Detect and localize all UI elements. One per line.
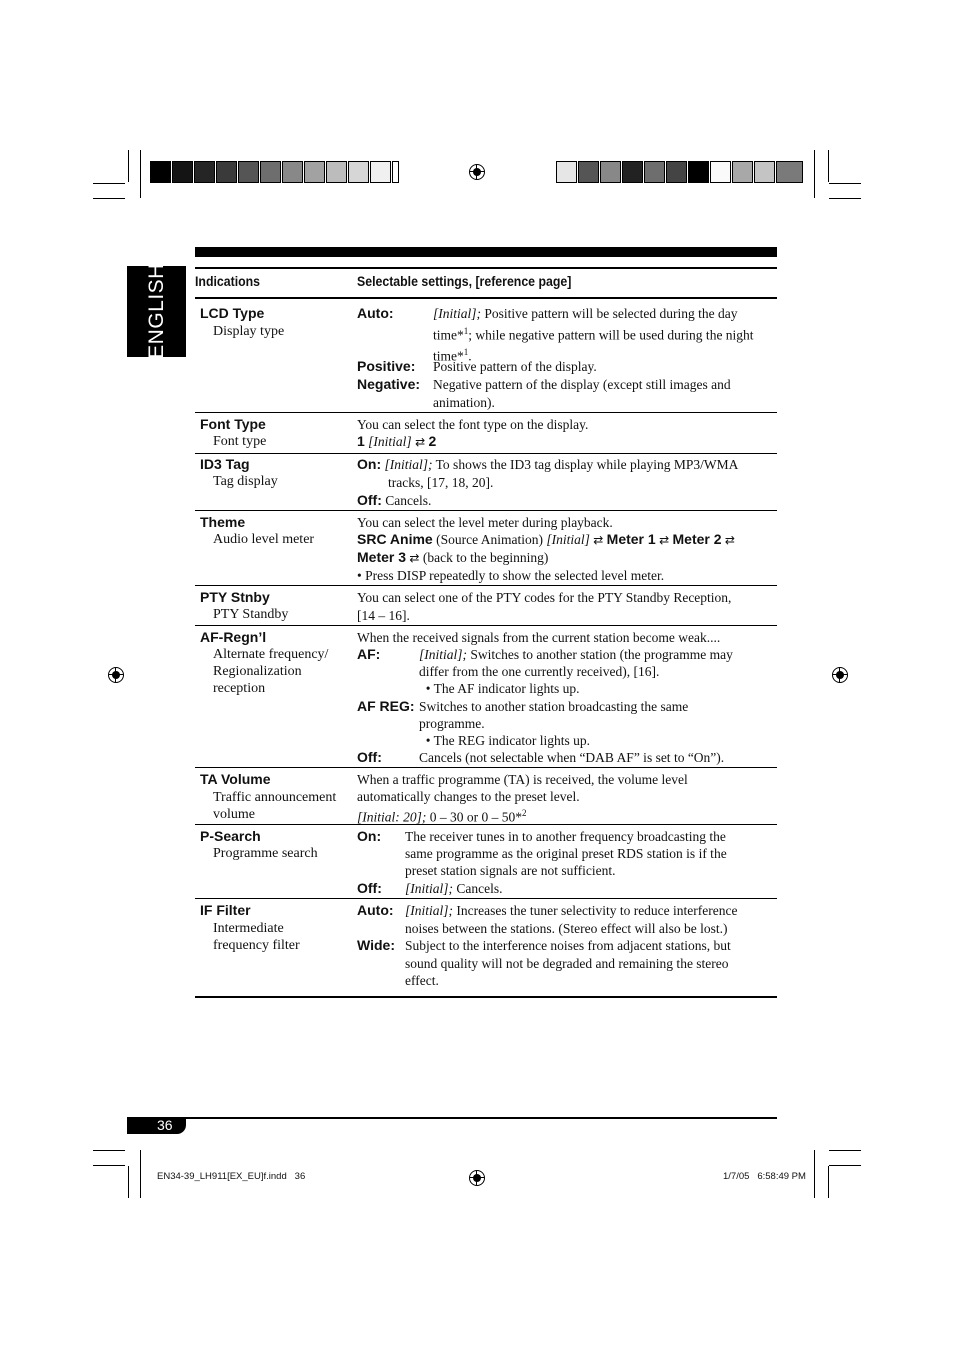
indication-desc: PTY Standby — [213, 607, 289, 622]
option-label: Negative: — [357, 376, 421, 392]
option-text: On: [Initial]; To shows the ID3 tag display while playing MP3/WMA — [357, 456, 739, 472]
option-label: AF REG: — [357, 698, 415, 714]
option-text: Off: Cancels. — [357, 492, 432, 508]
header-indications: Indications — [195, 273, 261, 289]
option-sequence: Meter 3 ⇄ (back to the beginning) — [357, 549, 549, 565]
language-tab-label: ENGLISH — [145, 263, 168, 359]
note-bullet: • Press DISP repeatedly to show the selected level meter. — [357, 568, 665, 583]
indication-desc: Display type — [213, 324, 285, 339]
row-divider — [195, 767, 777, 768]
option-text: tracks, [17, 18, 20]. — [388, 475, 494, 490]
table-header-top-rule — [195, 267, 777, 269]
indication-desc: Tag display — [213, 474, 278, 489]
language-tab — [127, 263, 186, 359]
toggle-arrows-icon: ⇄ — [724, 533, 735, 547]
option-text: When the received signals from the current station become weak.... — [357, 630, 721, 645]
option-text: You can select the font type on the display. — [357, 417, 589, 432]
indication-desc: Traffic announcement volume — [213, 790, 337, 822]
indication-desc: Programme search — [213, 846, 318, 861]
indication-name: TA Volume — [200, 771, 271, 787]
toggle-arrows-icon: ⇄ — [415, 435, 426, 449]
table-header-bottom-rule — [195, 297, 777, 299]
option-label: AF: — [357, 646, 381, 662]
indication-name: P-Search — [200, 828, 261, 844]
indication-name: PTY Stnby — [200, 589, 270, 605]
registration-mark-icon — [469, 1170, 485, 1186]
option-sequence: 1 [Initial] ⇄ 2 — [357, 433, 437, 449]
option-text: Positive pattern of the display. — [433, 359, 597, 374]
option-text: Cancels (not selectable when “DAB AF” is set to “On”). — [419, 750, 725, 765]
option-sequence: SRC Anime (Source Animation) [Initial] ⇄ Meter 1 ⇄ Meter 2 ⇄ — [357, 531, 735, 547]
indication-desc: Intermediate frequency filter — [213, 921, 300, 953]
option-text: [Initial]; Increases the tuner selectivity to reduce interference noises between the stations. (Stereo effect will also be lost.) — [405, 903, 738, 936]
footer-rule — [127, 1117, 777, 1119]
registration-mark-icon — [832, 667, 848, 683]
registration-mark-icon — [469, 164, 485, 180]
toggle-arrows-icon: ⇄ — [659, 533, 670, 547]
footer-timestamp: 1/7/05 6:58:49 PM — [723, 1171, 806, 1182]
option-text: Negative pattern of the display (except still images and animation). — [433, 377, 731, 410]
option-text: Subject to the interference noises from adjacent stations, but sound quality will not be degraded and remaining the stereo effect. — [405, 938, 731, 988]
indication-desc: Font type — [213, 434, 267, 449]
indication-name: AF-Regn’l — [200, 629, 267, 645]
option-label: Wide: — [357, 937, 395, 953]
option-label: On: — [357, 828, 382, 844]
indication-desc: Audio level meter — [213, 532, 315, 547]
option-label: Off: — [357, 880, 382, 896]
registration-mark-icon — [108, 667, 124, 683]
option-text: The receiver tunes in to another frequency broadcasting the same programme as the original preset RDS station is if the preset station signals are not sufficient. — [405, 829, 727, 878]
row-divider — [195, 898, 777, 899]
toggle-arrows-icon: ⇄ — [593, 533, 604, 547]
option-text: [Initial]; Switches to another station (the programme may differ from the one currently received), [16]. • The AF indicator lights up. — [419, 647, 733, 696]
option-text: You can select the level meter during playback. — [357, 515, 613, 530]
option-label: Auto: — [357, 305, 394, 321]
indication-name: Theme — [200, 514, 246, 530]
option-text: Switches to another station broadcasting the same programme. • The REG indicator lights up. — [419, 699, 689, 748]
table-bottom-rule — [195, 996, 777, 998]
option-label: Off: — [357, 749, 382, 765]
indication-name: Font Type — [200, 416, 266, 432]
option-text: [Initial]; Cancels. — [405, 881, 503, 896]
indication-name: ID3 Tag — [200, 456, 250, 472]
option-label: Auto: — [357, 902, 394, 918]
row-divider — [195, 412, 777, 413]
table-top-bar — [195, 247, 777, 257]
row-divider — [195, 625, 777, 626]
row-divider — [195, 585, 777, 586]
toggle-arrows-icon: ⇄ — [409, 551, 420, 565]
indication-name: IF Filter — [200, 902, 251, 918]
row-divider — [195, 510, 777, 511]
option-text: When a traffic programme (TA) is received, the volume level automatically changes to the preset level. [Initial: 20]; 0 – 30 or 0 – 50*$^2$ — [357, 772, 688, 825]
footer-file: EN34-39_LH911[EX_EU]f.indd 36 — [157, 1171, 306, 1182]
option-text: [Initial]; Positive pattern will be selected during the day time*$^1$; while negative pattern will be used during the night time*$^1$. — [433, 306, 754, 363]
indication-desc: Alternate frequency/ Regionalization reception — [213, 647, 329, 696]
indication-name: LCD Type — [200, 305, 265, 321]
option-text: You can select one of the PTY codes for the PTY Standby Reception, [14 – 16]. — [357, 590, 732, 623]
row-divider — [195, 453, 777, 454]
option-label: Positive: — [357, 358, 416, 374]
page-number: 36 — [157, 1117, 173, 1133]
header-settings: Selectable settings, [reference page] — [357, 273, 572, 289]
